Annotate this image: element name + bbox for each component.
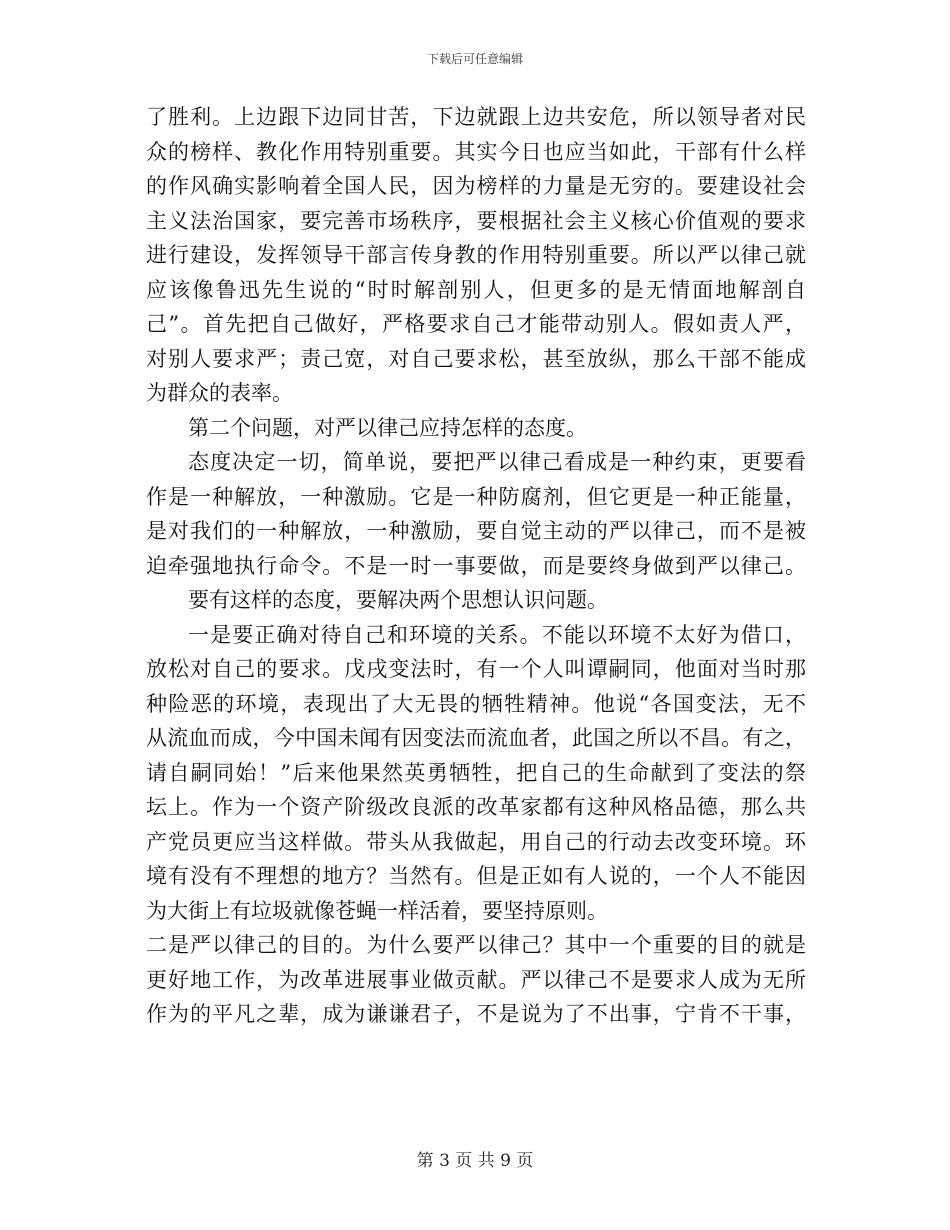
text-line: 种险恶的环境，表现出了大无畏的牺牲精神。他说“各国变法，无不 — [146, 691, 806, 716]
text-line: 请自嗣同始！”后来他果然英勇牺牲，把自己的生命献到了变法的祭 — [146, 760, 806, 785]
text-line: 主义法治国家，要完善市场秩序，要根据社会主义核心价值观的要求 — [146, 208, 806, 233]
text-line: 境有没有不理想的地方？当然有。但是正如有人说的，一个人不能因 — [146, 864, 806, 888]
text-line: 为群众的表率。 — [146, 381, 293, 405]
page-footer: 第 3 页 共 9 页 — [416, 1151, 534, 1171]
text-line: 众的榜样、教化作用特别重要。其实今日也应当如此，干部有什么样 — [146, 139, 806, 164]
text-line: 是对我们的一种解放，一种激励，要自觉主动的严以律己，而不是被 — [146, 519, 806, 543]
text-line: 态度决定一切，简单说，要把严以律己看成是一种约束，更要看 — [188, 450, 806, 474]
text-line: 了胜利。上边跟下边同甘苦，下边就跟上边共安危，所以领导者对民 — [146, 105, 806, 129]
text-line: 作是一种解放，一种激励。它是一种防腐剂，但它更是一种正能量， — [146, 484, 806, 509]
document-body — [146, 100, 806, 1032]
text-line: 应该像鲁迅先生说的“时时解剖别人，但更多的是无情面地解剖自 — [146, 277, 806, 302]
text-line: 进行建设，发挥领导干部言传身教的作用特别重要。所以严以律己就 — [146, 243, 806, 267]
text-line: 己”。首先把自己做好，严格要求自己才能带动别人。假如责人严， — [146, 312, 806, 336]
text-line: 要有这样的态度，要解决两个思想认识问题。 — [188, 588, 608, 612]
text-line: 作为的平凡之辈，成为谦谦君子，不是说为了不出事，宁肯不干事， — [146, 1002, 806, 1026]
text-line: 第二个问题，对严以律己应持怎样的态度。 — [188, 415, 587, 440]
text-line: 迫牵强地执行命令。不是一时一事要做，而是要终身做到严以律己。 — [146, 553, 806, 578]
text-line: 对别人要求严；责己宽，对自己要求松，甚至放纵，那么干部不能成 — [146, 346, 806, 371]
text-line: 更好地工作，为改革进展事业做贡献。严以律己不是要求人成为无所 — [146, 967, 806, 992]
text-line: 为大街上有垃圾就像苍蝇一样活着，要坚持原则。 — [146, 898, 608, 923]
text-line: 产党员更应当这样做。带头从我做起，用自己的行动去改变环境。环 — [146, 829, 806, 854]
page-header: 下载后可任意编辑 — [426, 52, 523, 66]
text-line: 放松对自己的要求。戊戌变法时，有一个人叫谭嗣同，他面对当时那 — [146, 657, 806, 681]
text-line: 一是要正确对待自己和环境的关系。不能以环境不太好为借口， — [188, 622, 806, 647]
text-line: 二是严以律己的目的。为什么要严以律己？其中一个重要的目的就是 — [146, 933, 806, 957]
text-line: 从流血而成，今中国未闻有因变法而流血者，此国之所以不昌。有之， — [146, 726, 806, 750]
text-line: 坛上。作为一个资产阶级改良派的改革家都有这种风格品德，那么共 — [146, 795, 806, 819]
text-line: 的作风确实影响着全国人民，因为榜样的力量是无穷的。要建设社会 — [146, 174, 806, 198]
